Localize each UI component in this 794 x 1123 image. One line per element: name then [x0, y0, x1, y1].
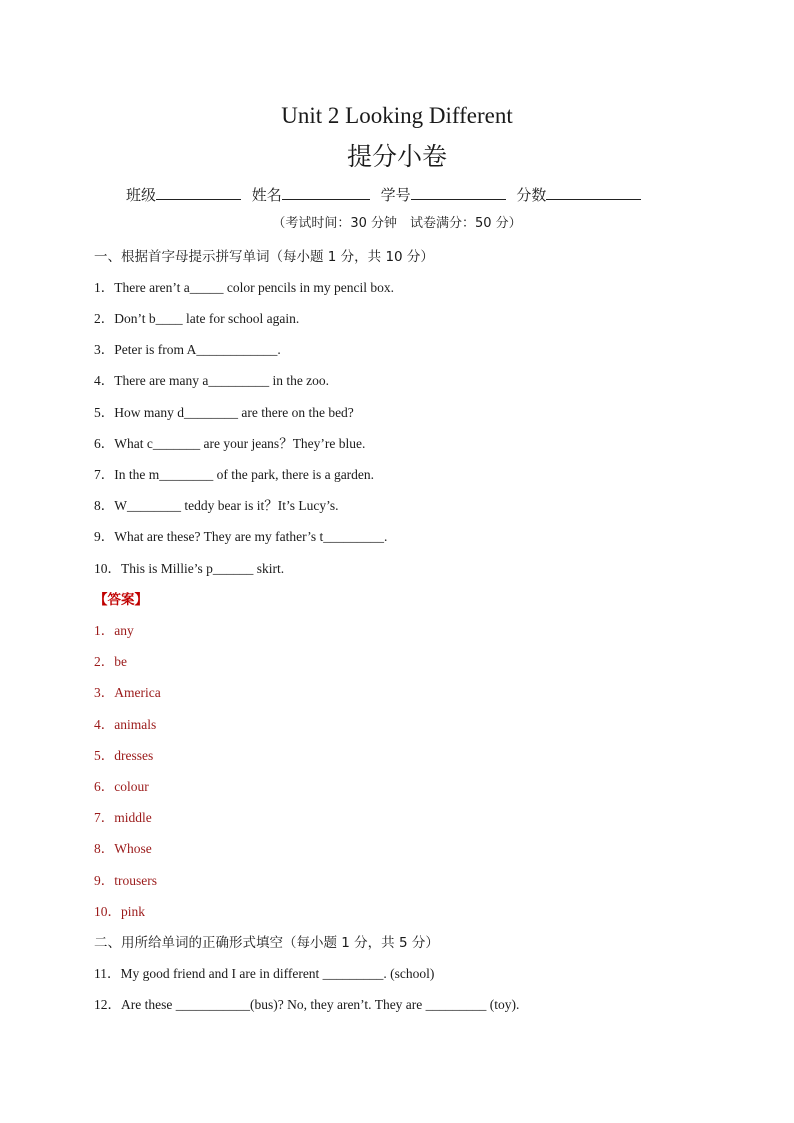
section2-heading: 二、用所给单词的正确形式填空（每小题 1 分，共 5 分） [94, 935, 439, 951]
class-blank [156, 185, 241, 200]
answer-3: 3．America [94, 685, 161, 700]
name-label: 姓名 [251, 186, 282, 204]
answer-6: 6．colour [94, 779, 149, 794]
id-blank [411, 185, 506, 200]
document-subtitle: 提分小卷 [346, 142, 447, 171]
section1-heading: 一、根据首字母提示拼写单词（每小题 1 分，共 10 分） [94, 249, 434, 265]
question-4: 4．There are many a_________ in the zoo. [94, 373, 330, 388]
answer-8: 8．Whose [94, 841, 152, 856]
answer-1: 1．any [94, 623, 134, 638]
question-7: 7．In the m________ of the park, there is a garden. [94, 467, 375, 482]
question-11: 11．My good friend and I are in different _________. (school) [94, 966, 435, 981]
document-title: Unit 2 Looking Different [281, 103, 513, 128]
student-info-row [126, 185, 647, 205]
score-label: 分数 [516, 186, 547, 204]
answer-4: 4．animals [94, 717, 157, 732]
question-2: 2．Don’t b____ late for school again. [94, 311, 300, 326]
id-label: 学号 [380, 186, 411, 204]
answer-heading: 【答案】 [94, 592, 148, 608]
answer-9: 9．trousers [94, 873, 157, 888]
score-blank [546, 185, 641, 200]
name-blank [282, 185, 370, 200]
question-5: 5．How many d________ are there on the bed? [94, 405, 354, 420]
question-3: 3．Peter is from A____________. [94, 342, 281, 357]
class-label: 班级 [126, 186, 157, 204]
question-12: 12．Are these ___________(bus)? No, they aren’t. They are _________ (toy). [94, 997, 520, 1012]
answer-7: 7．middle [94, 810, 152, 825]
question-9: 9．What are these? They are my father’s t_________. [94, 529, 388, 544]
exam-note: （考试时间：30 分钟 试卷满分：50 分） [272, 216, 522, 231]
question-1: 1．There aren’t a_____ color pencils in my pencil box. [94, 280, 395, 295]
question-10: 10．This is Millie’s p______ skirt. [94, 561, 285, 576]
question-6: 6．What c_______ are your jeans？They’re blue. [94, 436, 366, 451]
answer-10: 10．pink [94, 904, 146, 919]
answer-5: 5．dresses [94, 748, 154, 763]
question-8: 8．W________ teddy bear is it？It’s Lucy’s. [94, 498, 339, 513]
answer-2: 2．be [94, 654, 127, 669]
